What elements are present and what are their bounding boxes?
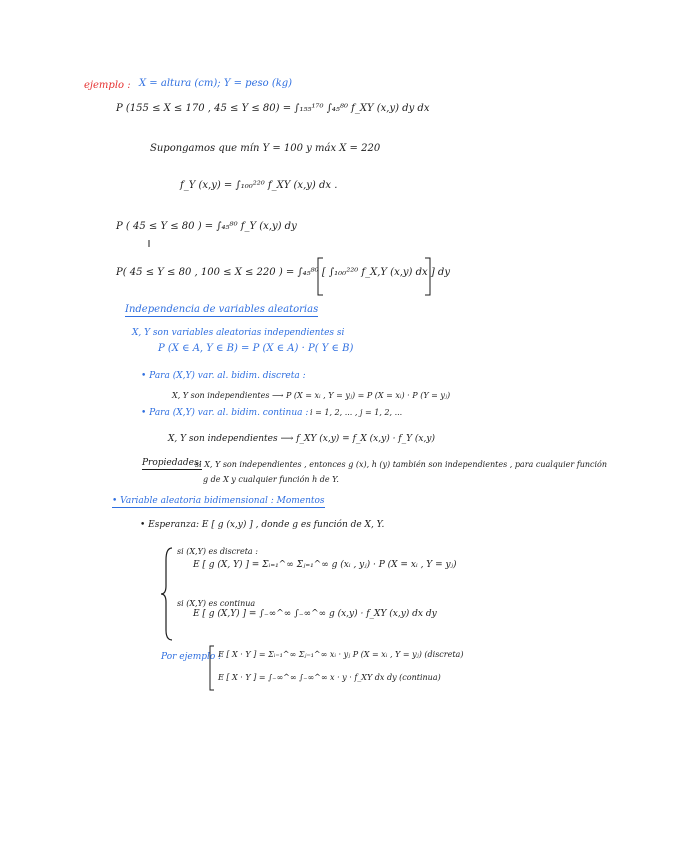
example-discrete-formula: E [ X · Y ] = Σᵢ₌₁^∞ Σⱼ₌₁^∞ xᵢ · yⱼ P (X = xᵢ , Y = yⱼ) (discreta) <box>218 650 464 659</box>
example-label: ejemplo : <box>84 80 131 91</box>
properties-text-1: si X, Y son independientes , entonces g (x), h (y) también son independientes , para cualquier función <box>195 460 608 469</box>
marginal-probability-formula: P ( 45 ≤ Y ≤ 80 ) = ∫₄₅⁸⁰ f_Y (x,y) dy <box>116 221 297 232</box>
expectation-definition: • Esperanza: E [ g (x,y) ] , donde g es función de X, Y. <box>140 520 385 530</box>
continuous-expectation-formula: E [ g (X,Y) ] = ∫₋∞^∞ ∫₋∞^∞ g (x,y) · f_XY (x,y) dx dy <box>193 609 437 619</box>
assumption-line: Supongamos que mín Y = 100 y máx X = 220 <box>150 143 381 154</box>
continuous-case-label: • Para (X,Y) var. al. bidim. continua : <box>141 408 309 418</box>
double-integral-formula: P( 45 ≤ Y ≤ 80 , 100 ≤ X ≤ 220 ) = ∫₄₅⁸⁰ [ ∫₁₀₀²²⁰ f_X,Y (x,y) dx ] dy <box>116 267 450 278</box>
independence-definition: X, Y son variables aleatorias independientes si <box>132 328 345 338</box>
moments-heading: • Variable aleatoria bidimensional : Momentos <box>112 496 325 506</box>
discrete-case-label: • Para (X,Y) var. al. bidim. discreta : <box>141 371 306 381</box>
discrete-independence-formula: X, Y son independientes ⟶ P (X = xᵢ , Y = yⱼ) = P (X = xᵢ) · P (Y = yⱼ) <box>172 391 451 400</box>
properties-text-2: g de X y cualquier función h de Y. <box>203 475 339 484</box>
continuous-case-note: si (X,Y) es continua <box>177 599 256 608</box>
example-continuous-formula: E [ X · Y ] = ∫₋∞^∞ ∫₋∞^∞ x · y · f_XY dx dy (continua) <box>218 673 441 682</box>
independence-formula: P (X ∈ A, Y ∈ B) = P (X ∈ A) · P( Y ∈ B) <box>158 343 354 354</box>
properties-label: Propiedades: <box>142 458 202 468</box>
variables-definition: X = altura (cm); Y = peso (kg) <box>139 78 293 89</box>
discrete-expectation-formula: E [ g (X, Y) ] = Σᵢ₌₁^∞ Σⱼ₌₁^∞ g (xᵢ , yⱼ) · P (X = xᵢ , Y = yⱼ) <box>193 560 457 570</box>
independence-heading: Independencia de variables aleatorias <box>125 304 319 315</box>
joint-probability-formula: P (155 ≤ X ≤ 170 , 45 ≤ Y ≤ 80) = ∫₁₅₅¹⁷⁰ ∫₄₅⁸⁰ f_XY (x,y) dy dx <box>116 103 430 114</box>
index-range-note: i = 1, 2, ... , j = 1, 2, ... <box>310 408 403 417</box>
discrete-case-note: si (X,Y) es discreta : <box>177 547 258 556</box>
continuous-independence-formula: X, Y son independientes ⟶ f_XY (x,y) = f_X (x,y) · f_Y (x,y) <box>168 434 435 444</box>
marginal-density-formula: f_Y (x,y) = ∫₁₀₀²²⁰ f_XY (x,y) dx . <box>180 180 338 191</box>
example-heading: Por ejemplo : <box>161 652 222 662</box>
